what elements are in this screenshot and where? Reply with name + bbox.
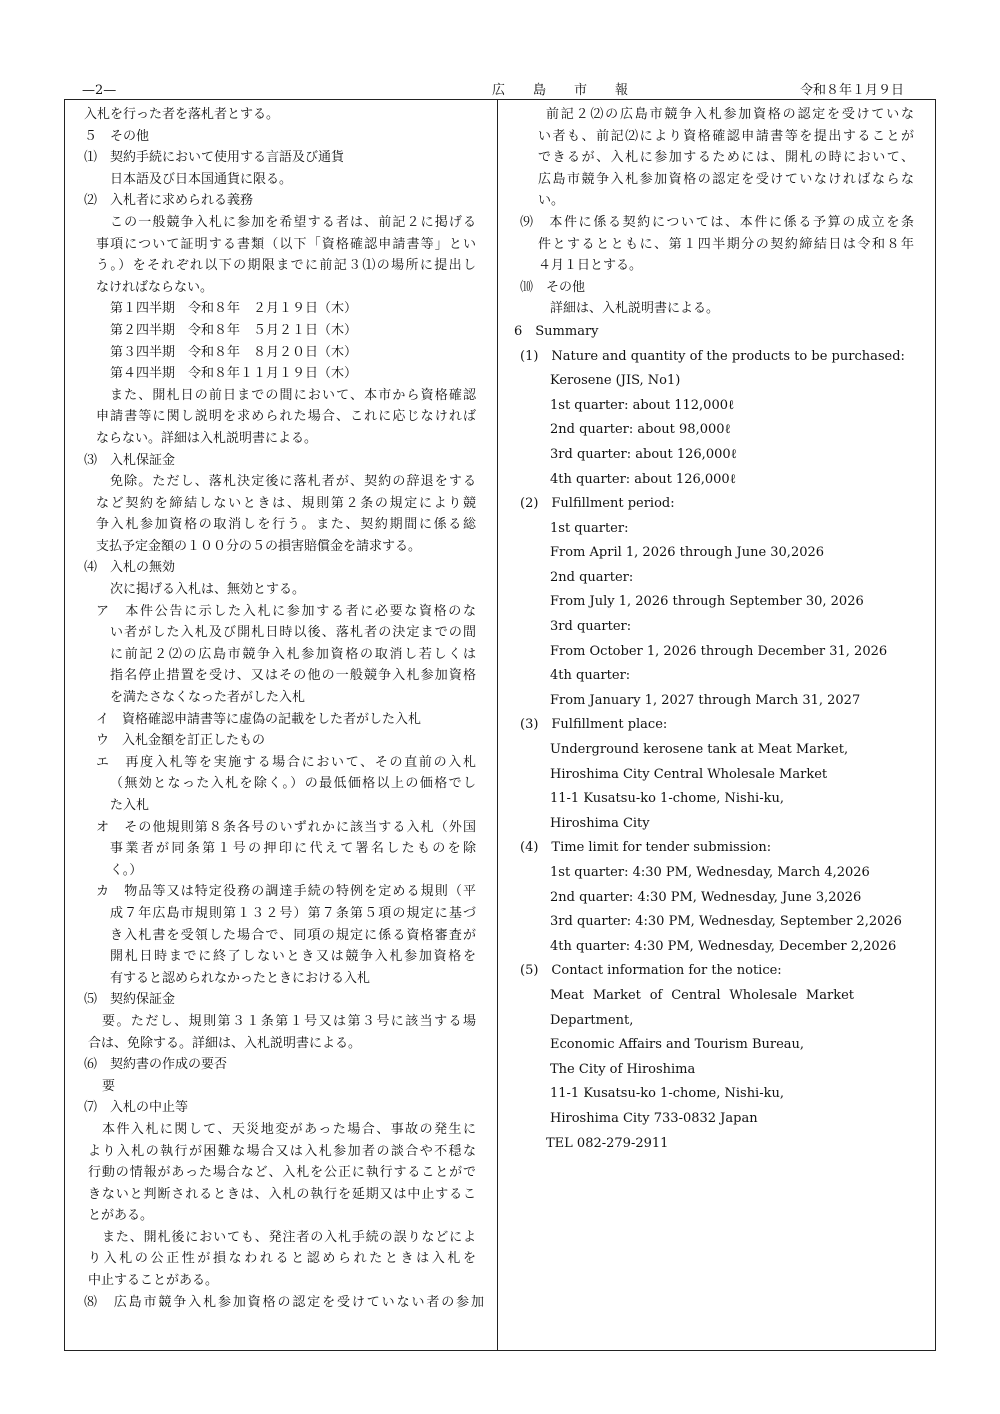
text-line: ⑴ 契約手続において使用する言語及び通貨 [84,150,345,166]
text-line: 免除。ただし、落札決定後に落札者が、契約の辞退をする [110,474,476,490]
text-line: （無効となった入札を除く。）の最低価格以上の価格でし [110,776,476,792]
text-line: を満たさなくなった者がした入札 [110,690,306,706]
text-line: 1st quarter: 4:30 PM, Wednesday, March 4,2026 [550,865,870,880]
text-line: (2) Fulfillment period: [520,496,675,512]
text-line: き入札書を受領した場合で、同項の規定に係る資格審査が [110,927,476,943]
text-line: 2nd quarter: 4:30 PM, Wednesday, June 3,2026 [550,889,862,905]
text-line: 1st quarter: about 112,000ℓ [550,397,735,413]
publication-title: 広島市報 [492,83,657,98]
text-line: に前記２⑵の広島市競争入札参加資格の取消し若しくは [110,646,476,662]
page-number: —2— [82,83,117,98]
text-line: Department, [550,1012,634,1028]
text-line: 支払予定金額の１００分の５の損害賠償金を請求する。 [96,538,422,554]
column-divider [497,99,498,1351]
text-line: 2nd quarter: [550,569,634,585]
text-line: 3rd quarter: 4:30 PM, Wednesday, September 2,2026 [550,914,902,930]
text-line: From April 1, 2026 through June 30,2026 [550,545,825,561]
text-line: 6 Summary [514,323,599,339]
text-line: 要。ただし、規則第３１条第１号又は第３号に該当する場 [102,1013,476,1029]
text-line: 申請書等に関し説明を求められた場合、これに応じなければ [96,409,476,425]
text-line: ⑸ 契約保証金 [84,992,176,1008]
text-line: 4th quarter: [550,668,631,684]
text-line: ⑽ その他 [520,279,586,295]
text-line: Economic Affairs and Tourism Bureau, [550,1037,805,1053]
text-line: 行動の情報があった場合など、入札を公正に執行することがで [88,1165,476,1181]
text-line: (3) Fulfillment place: [520,717,668,733]
text-line: 第１四半期 令和８年 ２月１９日（木） [110,301,358,317]
text-line: く。） [110,862,143,878]
text-line: From October 1, 2026 through December 31, 2026 [550,643,888,659]
text-line: 開札日時までに終了しないとき又は競争入札参加資格を [110,949,476,965]
text-line: ⑹ 契約書の作成の要否 [84,1057,228,1073]
text-line: Hiroshima City [550,815,650,831]
issue-date: 令和８年１月９日 [799,83,904,98]
right-column [514,104,916,1156]
text-line: From July 1, 2026 through September 30, 2026 [550,594,864,610]
text-line: また、開札後においても、発注者の入札手続の誤りなどによ [102,1229,476,1245]
text-line: ⑶ 入札保証金 [84,452,176,468]
text-line: い者がした入札及び開札日時以後、落札者の決定までの間 [110,625,476,641]
text-line: など契約を締結しないときは、規則第２条の規定により競 [96,495,476,511]
text-line: 有すると認められなかったときにおける入札 [110,970,371,986]
text-line: 事業者が同条第１号の押印に代えて署名したものを除 [110,841,476,857]
text-line: From January 1, 2027 through March 31, 2027 [550,692,861,708]
text-line: た入札 [110,798,150,813]
text-line: 入札を行った者を落札者とする。 [84,107,280,122]
text-line: い者も、前記⑵により資格確認申請書等を提出することが [538,128,914,144]
text-line: 本件入札に関して、天災地変があった場合、事故の発生に [102,1121,476,1137]
text-line: 第４四半期 令和８年１１月１９日（木） [110,366,358,382]
text-line: 11-1 Kusatsu-ko 1-chome, Nishi-ku, [550,1086,784,1102]
text-line: 3rd quarter: [550,619,632,635]
text-line: 成７年広島市規則第１３２号）第７条第５項の規定に基づ [110,905,476,921]
left-column [84,104,484,1313]
page-header [64,82,936,100]
right-japanese-text [514,104,916,320]
text-line: 4th quarter: about 126,000ℓ [550,471,736,487]
text-line: カ 物品等又は特定役務の調達手続の特例を定める規則（平 [96,884,476,900]
text-line: (5) Contact information for the notice: [520,963,782,979]
text-line: り入札の公正性が損なわれると認められたときは入札を [88,1251,476,1267]
text-line: 次に掲げる入札は、無効とする。 [110,582,306,598]
text-line: きないと判断されるときは、入札の執行を延期又は中止するこ [88,1186,476,1202]
text-line: 11-1 Kusatsu-ko 1-chome, Nishi-ku, [550,791,784,807]
text-line: ⑷ 入札の無効 [84,560,176,576]
text-line: 指名停止措置を受け、又はその他の一般競争入札参加資格 [110,668,476,684]
text-line: オ その他規則第８条各号のいずれかに該当する入札（外国 [96,819,476,835]
text-line: 要 [102,1078,116,1094]
text-line: Hiroshima City Central Wholesale Market [550,766,828,782]
text-line: ならない。詳細は入札説明書による。 [96,430,318,446]
text-line: ウ 入札金額を訂正したもの [96,733,266,749]
text-line: 2nd quarter: about 98,000ℓ [550,422,731,438]
text-line: ⑵ 入札者に求められる義務 [84,193,254,209]
text-line: 事項について証明する書類（以下「資格確認申請書等」とい [96,236,476,252]
text-line: 第２四半期 令和８年 ５月２１日（木） [110,322,358,338]
text-line: また、開札日の前日までの間において、本市から資格確認 [110,387,476,403]
text-line: 広島市競争入札参加資格の認定を受けていなければならな [538,171,914,187]
text-line: 第３四半期 令和８年 ８月２０日（木） [110,344,358,360]
text-line: ４月１日とする。 [538,258,643,274]
text-line: エ 再度入札等を実施する場合において、その直前の入札 [96,754,476,770]
text-line: (1) Nature and quantity of the products to be purchased: [520,348,905,364]
text-line: ５ その他 [84,128,150,144]
text-line: 3rd quarter: about 126,000ℓ [550,446,737,462]
text-line: TEL 082-279-2911 [546,1135,669,1151]
text-line: 争入札参加資格の取消しを行う。また、契約期間に係る総 [96,517,476,533]
text-line: 日本語及び日本国通貨に限る。 [110,171,293,187]
text-line: ア 本件公告に示した入札に参加する者に必要な資格のな [96,603,476,619]
text-line: う。）をそれぞれ以下の期限までに前記３⑴の場所に提出し [96,258,476,274]
text-line: この一般競争入札に参加を希望する者は、前記２に掲げる [110,214,476,230]
text-line: 件とするとともに、第１四半期分の契約締結日は令和８年 [538,236,914,252]
text-line: ⑺ 入札の中止等 [84,1100,189,1116]
text-line: なければならない。 [96,279,214,295]
text-line: Hiroshima City 733-0832 Japan [550,1110,758,1126]
text-line: できるが、入札に参加するためには、開札の時において、 [538,150,914,166]
text-line: い。 [538,193,565,209]
text-line: イ 資格確認申請書等に虚偽の記載をした者がした入札 [96,711,422,727]
text-line: 詳細は、入札説明書による。 [550,301,720,317]
text-line: 1st quarter: [550,520,629,536]
text-line: 前記２⑵の広島市競争入札参加資格の認定を受けていな [546,107,914,122]
text-line: 合は、免除する。詳細は、入札説明書による。 [88,1035,362,1051]
text-line: 中止することがある。 [88,1273,219,1289]
text-line: Underground kerosene tank at Meat Market, [550,742,849,758]
text-line: ⑼ 本件に係る契約については、本件に係る予算の成立を条 [520,214,914,230]
text-line: より入札の執行が困難な場合又は入札参加者の談合や不穏な [88,1143,476,1159]
english-summary [514,320,916,1156]
text-line: Meat Market of Central Wholesale Market [550,987,854,1003]
text-line: ⑻ 広島市競争入札参加資格の認定を受けていない者の参加 [84,1294,484,1310]
text-line: (4) Time limit for tender submission: [520,840,772,856]
text-line: The City of Hiroshima [550,1061,696,1077]
text-line: 4th quarter: 4:30 PM, Wednesday, December 2,2026 [550,938,897,954]
text-line: とがある。 [88,1208,154,1224]
text-line: Kerosene (JIS, No1) [550,373,681,389]
